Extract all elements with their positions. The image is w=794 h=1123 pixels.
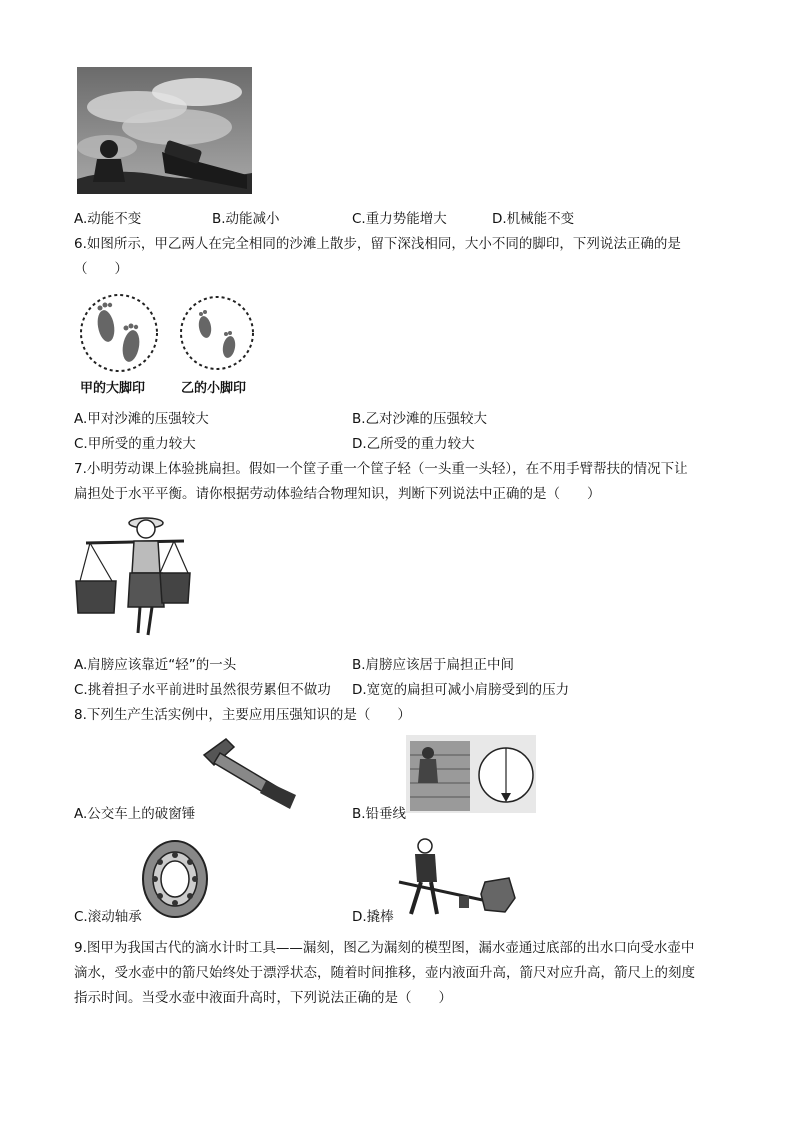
cannon-photo xyxy=(77,67,252,194)
q5-option-c: C.重力势能增大 xyxy=(352,211,447,227)
q7-stem-line1: 7.小明劳动课上体验挑扁担。假如一个筐子重一个筐子轻（一头重一头轻），在不用手臂帮扶的情况下让 xyxy=(74,461,688,477)
q8-option-b: B.铅垂线 xyxy=(352,806,407,822)
q6-option-b: B.乙对沙滩的压强较大 xyxy=(352,411,488,427)
q9-stem-line1: 9.图甲为我国古代的滴水计时工具——漏刻，图乙为漏刻的模型图，漏水壶通过底部的出水口向受水壶中 xyxy=(74,940,695,956)
q5-option-a: A.动能不变 xyxy=(74,211,142,227)
caption-small-footprint: 乙的小脚印 xyxy=(181,381,247,396)
q7-option-a: A.肩膀应该靠近“轻”的一头 xyxy=(74,657,237,673)
q6-option-a: A.甲对沙滩的压强较大 xyxy=(74,411,209,427)
q9-stem-line3: 指示时间。当受水壶中液面升高时，下列说法正确的是（ ） xyxy=(74,990,452,1006)
q6-stem-line1: 6.如图所示，甲乙两人在完全相同的沙滩上散步，留下深浅相同，大小不同的脚印，下列说法正确的是 xyxy=(74,236,681,252)
q5-option-d: D.机械能不变 xyxy=(492,211,575,227)
q9-stem-line2: 滴水，受水壶中的箭尺始终处于漂浮状态，随着时间推移，壶内液面升高，箭尺对应升高，箭尺上的刻度 xyxy=(74,965,695,981)
q6-option-c: C.甲所受的重力较大 xyxy=(74,436,196,452)
q8-option-a: A.公交车上的破窗锤 xyxy=(74,806,196,822)
q6-option-d: D.乙所受的重力较大 xyxy=(352,436,475,452)
q8-option-d: D.撬棒 xyxy=(352,909,394,925)
q7-stem-line2: 扁担处于水平平衡。请你根据劳动体验结合物理知识，判断下列说法中正确的是（ ） xyxy=(74,486,601,502)
q8-stem: 8.下列生产生活实例中，主要应用压强知识的是（ ） xyxy=(74,707,411,723)
q7-option-b: B.肩膀应该居于扁担正中间 xyxy=(352,657,515,673)
q7-option-d: D.宽宽的扁担可减小肩膀受到的压力 xyxy=(352,682,570,698)
window-breaker-hammer-figure xyxy=(196,735,304,813)
plumb-line-figure xyxy=(406,735,536,813)
carrying-pole-figure xyxy=(72,511,197,643)
caption-big-footprint: 甲的大脚印 xyxy=(80,381,146,396)
rolling-bearing-figure xyxy=(140,838,210,920)
q5-option-b: B.动能减小 xyxy=(212,211,280,227)
q6-stem-line2: （ ） xyxy=(74,261,128,277)
q7-option-c: C.挑着担子水平前进时虽然很劳累但不做功 xyxy=(74,682,331,698)
q8-option-c: C.滚动轴承 xyxy=(74,909,142,925)
crowbar-lever-figure xyxy=(393,838,518,920)
